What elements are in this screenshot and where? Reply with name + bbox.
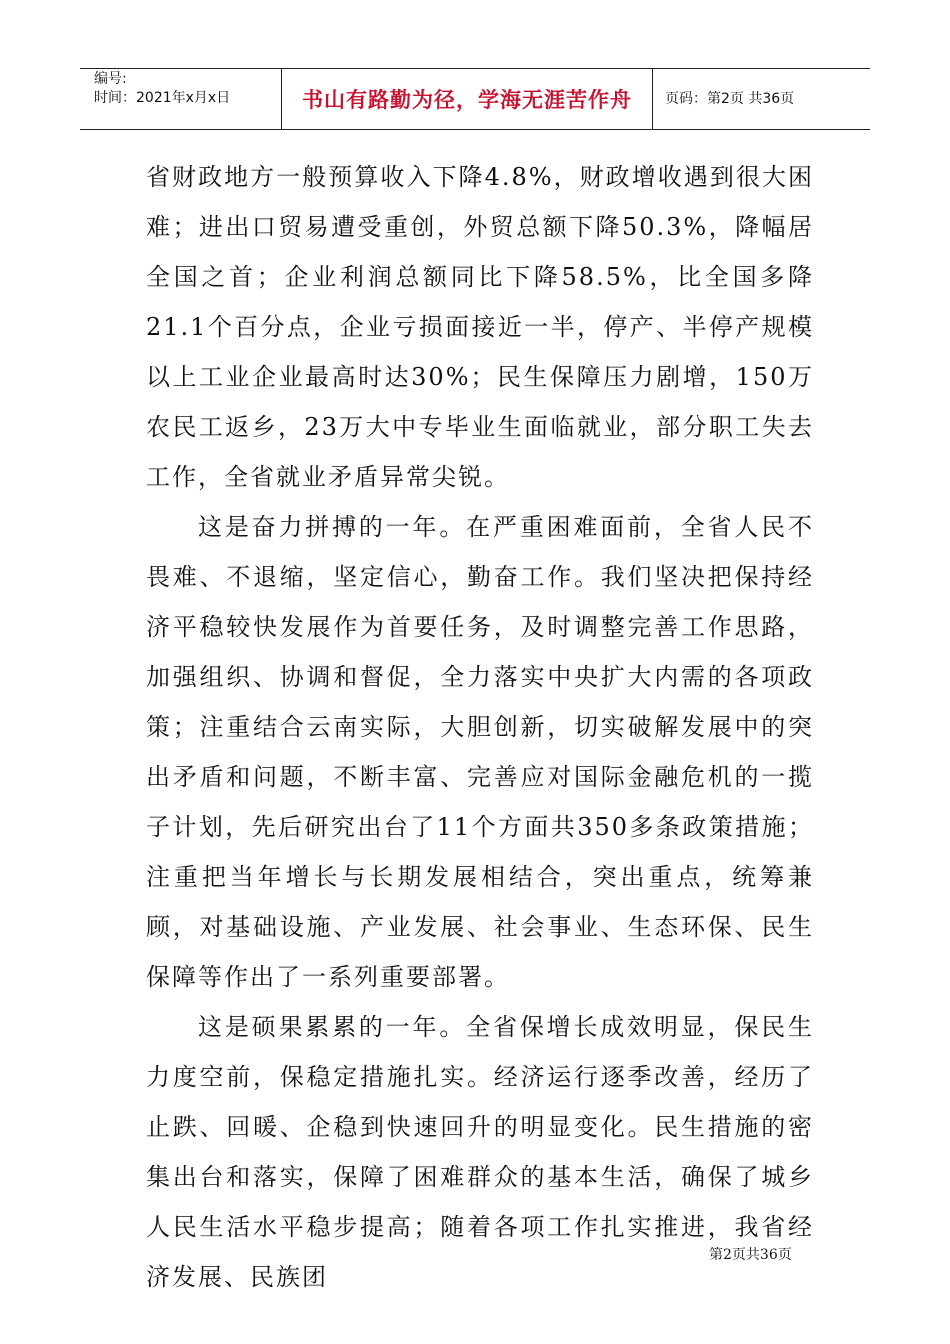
page-footer: 第2页共36页 xyxy=(709,1247,792,1263)
header-page-cell xyxy=(653,69,870,129)
paragraph-struggle-year: 这是奋力拼搏的一年。在严重困难面前，全省人民不畏难、不退缩，坚定信心，勤奋工作。我们坚决把保持经济平稳较快发展作为首要任务，及时调整完善工作思路，加强组织、协调和督促，全力落实中央扩大内需的各项政策；注重结合云南实际，大胆创新，切实破解发展中的突出矛盾和问题，不断丰富、完善应对国际金融危机的一揽子计划，先后研究出台了11个方面共350多条政策措施；注重把当年增长与长期发展相结合，突出重点，统筹兼顾，对基础设施、产业发展、社会事业、生态环保、民生保障等作出了一系列重要部署。 xyxy=(146,513,814,991)
document-body xyxy=(146,152,814,1302)
document-date-label: 时间：2021年x月x日 xyxy=(94,90,231,106)
document-header xyxy=(80,68,870,130)
paragraph-continuation: 省财政地方一般预算收入下降4.8%，财政增收遇到很大困难；进出口贸易遭受重创，外贸总额下降50.3%，降幅居全国之首；企业利润总额同比下降58.5%，比全国多降21.1个百分点，企业亏损面接近一半，停产、半停产规模以上工业企业最高时达30%；民生保障压力剧增，150万农民工返乡，23万大中专毕业生面临就业，部分职工失去工作，全省就业矛盾异常尖锐。 xyxy=(146,163,814,491)
header-motto-cell xyxy=(281,69,653,129)
header-motto: 书山有路勤为径，学海无涯苦作舟 xyxy=(302,88,632,112)
header-page-info: 页码：第2页 共36页 xyxy=(665,91,795,107)
paragraph-fruitful-year: 这是硕果累累的一年。全省保增长成效明显，保民生力度空前，保稳定措施扎实。经济运行逐季改善，经历了止跌、回暖、企稳到快速回升的明显变化。民生措施的密集出台和落实，保障了困难群众的基本生活，确保了城乡人民生活水平稳步提高；随着各项工作扎实推进，我省经济发展、民族团 xyxy=(146,1013,814,1291)
document-number-label: 编号: xyxy=(94,71,127,87)
header-meta-cell xyxy=(80,69,281,129)
